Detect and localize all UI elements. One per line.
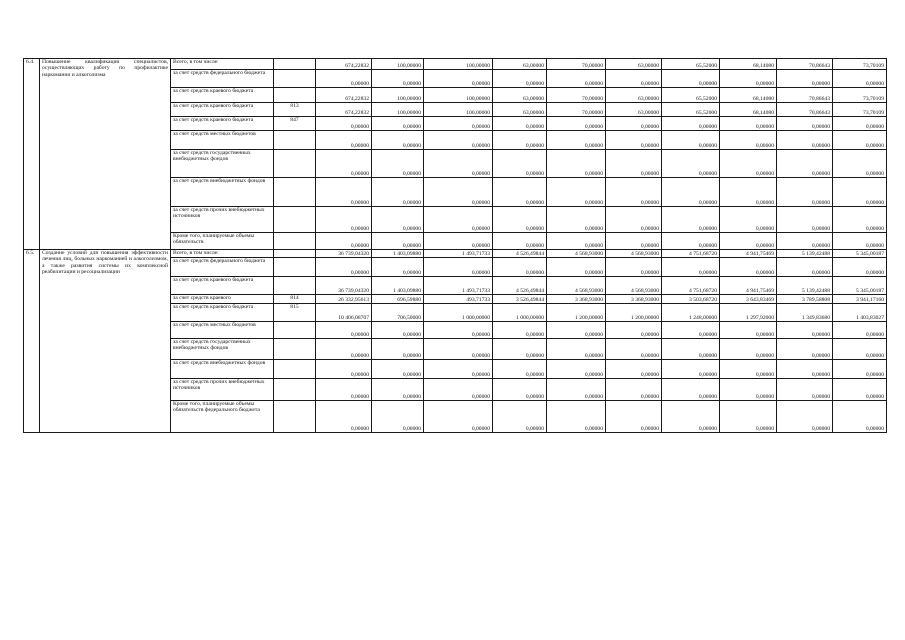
- amount-cell: 0,00000: [547, 233, 606, 250]
- budget-code: [274, 322, 316, 339]
- amount-cell: 0,00000: [372, 131, 424, 150]
- amount-cell: 0,00000: [424, 207, 493, 233]
- amount-cell: 0,00000: [316, 322, 372, 339]
- amount-cell: 0,00000: [720, 117, 777, 131]
- amount-cell: 0,00000: [493, 379, 547, 401]
- amount-cell: 0,00000: [372, 339, 424, 360]
- amount-cell: 3 368,93000: [547, 295, 606, 304]
- amount-cell: 706,50000: [372, 304, 424, 322]
- amount-cell: 0,00000: [547, 258, 606, 277]
- amount-cell: 0,00000: [372, 360, 424, 379]
- amount-cell: 4 568,93000: [606, 250, 662, 258]
- amount-cell: 0,00000: [720, 339, 777, 360]
- amount-cell: 73,70109: [833, 59, 887, 70]
- funding-source: за счет средств краевого бюджета: [171, 88, 274, 103]
- amount-cell: 0,00000: [720, 178, 777, 207]
- amount-cell: 0,00000: [662, 233, 720, 250]
- amount-cell: 4 941,75469: [720, 277, 777, 295]
- amount-cell: 0,00000: [424, 322, 493, 339]
- amount-cell: 100,00000: [372, 59, 424, 70]
- budget-code: 815: [274, 304, 316, 322]
- amount-cell: 0,00000: [833, 258, 887, 277]
- amount-cell: 0,00000: [662, 339, 720, 360]
- amount-cell: 0,00000: [547, 401, 606, 433]
- funding-source: Всего, в том числе:: [171, 250, 274, 258]
- amount-cell: 100,00000: [424, 103, 493, 117]
- amount-cell: 0,00000: [606, 117, 662, 131]
- funding-source: Кроме того, планируемые объемы обязательств федерального бюджета: [171, 401, 274, 433]
- amount-cell: 0,00000: [777, 207, 833, 233]
- amount-cell: 63,00000: [493, 59, 547, 70]
- amount-cell: 1 200,00000: [547, 304, 606, 322]
- amount-cell: 0,00000: [493, 70, 547, 88]
- amount-cell: 70,00000: [547, 103, 606, 117]
- amount-cell: 4 568,93000: [547, 277, 606, 295]
- budget-code: [274, 379, 316, 401]
- budget-code: 814: [274, 295, 316, 304]
- amount-cell: 0,00000: [833, 207, 887, 233]
- amount-cell: 0,00000: [662, 401, 720, 433]
- amount-cell: 100,00000: [424, 59, 493, 70]
- funding-source: за счет средств краевого бюджета: [171, 277, 274, 295]
- amount-cell: 4 526,49844: [493, 277, 547, 295]
- amount-cell: 0,00000: [606, 150, 662, 178]
- amount-cell: 0,00000: [606, 339, 662, 360]
- amount-cell: 68,14080: [720, 88, 777, 103]
- amount-cell: 3 643,83469: [720, 295, 777, 304]
- item-number: 6.4.: [24, 59, 40, 250]
- budget-code: [274, 401, 316, 433]
- amount-cell: 4 751,68720: [662, 277, 720, 295]
- amount-cell: 0,00000: [833, 339, 887, 360]
- amount-cell: 0,00000: [833, 379, 887, 401]
- amount-cell: 0,00000: [547, 150, 606, 178]
- budget-code: [274, 258, 316, 277]
- amount-cell: 0,00000: [316, 70, 372, 88]
- amount-cell: 0,00000: [316, 379, 372, 401]
- budget-code: 847: [274, 117, 316, 131]
- amount-cell: 0,00000: [606, 207, 662, 233]
- amount-cell: 0,00000: [662, 379, 720, 401]
- financing-table-body: [24, 59, 887, 433]
- amount-cell: 0,00000: [316, 360, 372, 379]
- amount-cell: 0,00000: [372, 117, 424, 131]
- amount-cell: 0,00000: [424, 117, 493, 131]
- amount-cell: 0,00000: [662, 131, 720, 150]
- amount-cell: 0,00000: [777, 233, 833, 250]
- amount-cell: 4 568,93000: [606, 277, 662, 295]
- amount-cell: 0,00000: [720, 360, 777, 379]
- amount-cell: 4 526,49844: [493, 250, 547, 258]
- amount-cell: 70,00000: [547, 59, 606, 70]
- amount-cell: 0,00000: [777, 150, 833, 178]
- amount-cell: 0,00000: [606, 401, 662, 433]
- amount-cell: 0,00000: [720, 322, 777, 339]
- amount-cell: 1 493,71733: [424, 250, 493, 258]
- amount-cell: 5 139,42488: [777, 277, 833, 295]
- funding-source: за счет средств федерального бюджета: [171, 258, 274, 277]
- amount-cell: 0,00000: [424, 131, 493, 150]
- amount-cell: 63,00000: [493, 103, 547, 117]
- amount-cell: 1 403,09880: [372, 277, 424, 295]
- amount-cell: 0,00000: [424, 233, 493, 250]
- amount-cell: 0,00000: [493, 258, 547, 277]
- amount-cell: 0,00000: [720, 207, 777, 233]
- funding-source: Всего, в том числе:: [171, 59, 274, 70]
- funding-source: за счет средств краевого: [171, 295, 274, 304]
- amount-cell: 0,00000: [833, 322, 887, 339]
- amount-cell: 0,00000: [777, 178, 833, 207]
- item-name: Повышение квалификации специалистов, осуществляющих работу по профилактике наркомании и алкоголизма: [40, 59, 171, 250]
- funding-source: за счет средств государственных внебюджетных фондов: [171, 150, 274, 178]
- funding-source: за счет средств прочих внебюджетных источников: [171, 379, 274, 401]
- amount-cell: 0,00000: [493, 131, 547, 150]
- amount-cell: 0,00000: [547, 360, 606, 379]
- amount-cell: 0,00000: [316, 178, 372, 207]
- amount-cell: 0,00000: [493, 117, 547, 131]
- amount-cell: 0,00000: [606, 70, 662, 88]
- amount-cell: 0,00000: [493, 150, 547, 178]
- amount-cell: 0,00000: [720, 150, 777, 178]
- amount-cell: 0,00000: [547, 131, 606, 150]
- amount-cell: 0,00000: [424, 258, 493, 277]
- funding-source: за счет средств прочих внебюджетных источников: [171, 207, 274, 233]
- amount-cell: 0,00000: [662, 70, 720, 88]
- amount-cell: 73,70109: [833, 88, 887, 103]
- amount-cell: 1 248,00000: [662, 304, 720, 322]
- amount-cell: 4 941,75469: [720, 250, 777, 258]
- budget-code: [274, 150, 316, 178]
- amount-cell: 0,00000: [662, 117, 720, 131]
- amount-cell: 5 345,00187: [833, 277, 887, 295]
- budget-code: [274, 360, 316, 379]
- amount-cell: 100,00000: [372, 103, 424, 117]
- funding-source: за счет средств краевого бюджета: [171, 117, 274, 131]
- table-row: [24, 59, 887, 70]
- amount-cell: 0,00000: [777, 258, 833, 277]
- amount-cell: 0,00000: [720, 258, 777, 277]
- amount-cell: 493,71733: [424, 295, 493, 304]
- amount-cell: 3 526,49844: [493, 295, 547, 304]
- amount-cell: 674,22832: [316, 88, 372, 103]
- amount-cell: 4 568,93000: [547, 250, 606, 258]
- amount-cell: 63,00000: [606, 59, 662, 70]
- amount-cell: 3 789,58808: [777, 295, 833, 304]
- amount-cell: 0,00000: [662, 178, 720, 207]
- amount-cell: 1 403,83027: [833, 304, 887, 322]
- amount-cell: 63,00000: [606, 103, 662, 117]
- amount-cell: 0,00000: [316, 401, 372, 433]
- funding-source: за счет средств государственных внебюджетных фондов: [171, 339, 274, 360]
- funding-source: за счет средств краевого бюджета: [171, 304, 274, 322]
- amount-cell: 696,59880: [372, 295, 424, 304]
- amount-cell: 0,00000: [720, 379, 777, 401]
- amount-cell: 3 503,68720: [662, 295, 720, 304]
- amount-cell: 0,00000: [424, 178, 493, 207]
- funding-source: за счет средств внебюджетных фондов: [171, 360, 274, 379]
- budget-code: [274, 59, 316, 70]
- amount-cell: 0,00000: [316, 150, 372, 178]
- funding-source: за счет средств местных бюджетов: [171, 322, 274, 339]
- amount-cell: 0,00000: [547, 117, 606, 131]
- amount-cell: 0,00000: [424, 401, 493, 433]
- amount-cell: 0,00000: [606, 379, 662, 401]
- amount-cell: 0,00000: [833, 401, 887, 433]
- funding-source: за счет средств внебюджетных фондов: [171, 178, 274, 207]
- table-row: [24, 250, 887, 258]
- amount-cell: 0,00000: [606, 360, 662, 379]
- amount-cell: 3 941,17160: [833, 295, 887, 304]
- amount-cell: 0,00000: [777, 322, 833, 339]
- amount-cell: 0,00000: [316, 131, 372, 150]
- amount-cell: 100,00000: [372, 88, 424, 103]
- item-number: 6.5.: [24, 250, 40, 433]
- amount-cell: 0,00000: [833, 131, 887, 150]
- amount-cell: 0,00000: [833, 150, 887, 178]
- amount-cell: 70,86643: [777, 88, 833, 103]
- amount-cell: 674,22832: [316, 59, 372, 70]
- financing-table: [23, 58, 887, 433]
- amount-cell: 1 403,09880: [372, 250, 424, 258]
- amount-cell: 1 349,83680: [777, 304, 833, 322]
- amount-cell: 0,00000: [493, 339, 547, 360]
- amount-cell: 63,00000: [493, 88, 547, 103]
- amount-cell: 5 345,00187: [833, 250, 887, 258]
- amount-cell: 0,00000: [547, 178, 606, 207]
- amount-cell: 70,86643: [777, 103, 833, 117]
- amount-cell: 674,22832: [316, 103, 372, 117]
- amount-cell: 0,00000: [424, 150, 493, 178]
- amount-cell: 1 000,00000: [493, 304, 547, 322]
- amount-cell: 0,00000: [493, 360, 547, 379]
- amount-cell: 0,00000: [777, 131, 833, 150]
- budget-code: [274, 88, 316, 103]
- budget-code: [274, 70, 316, 88]
- amount-cell: 0,00000: [662, 150, 720, 178]
- amount-cell: 36 739,04320: [316, 277, 372, 295]
- amount-cell: 0,00000: [316, 258, 372, 277]
- funding-source: за счет средств местных бюджетов: [171, 131, 274, 150]
- budget-code: [274, 207, 316, 233]
- amount-cell: 0,00000: [720, 233, 777, 250]
- amount-cell: 0,00000: [424, 360, 493, 379]
- amount-cell: 0,00000: [777, 339, 833, 360]
- amount-cell: 0,00000: [547, 339, 606, 360]
- amount-cell: 0,00000: [720, 131, 777, 150]
- amount-cell: 26 332,95613: [316, 295, 372, 304]
- amount-cell: 4 751,68720: [662, 250, 720, 258]
- amount-cell: 0,00000: [777, 379, 833, 401]
- amount-cell: 0,00000: [493, 401, 547, 433]
- amount-cell: 0,00000: [372, 150, 424, 178]
- budget-code: [274, 178, 316, 207]
- amount-cell: 0,00000: [833, 70, 887, 88]
- amount-cell: 0,00000: [424, 339, 493, 360]
- amount-cell: 68,14080: [720, 103, 777, 117]
- amount-cell: 68,14080: [720, 59, 777, 70]
- amount-cell: 65,52000: [662, 103, 720, 117]
- amount-cell: 100,00000: [424, 88, 493, 103]
- budget-code: [274, 277, 316, 295]
- amount-cell: 1 000,00000: [424, 304, 493, 322]
- amount-cell: 0,00000: [493, 207, 547, 233]
- amount-cell: 0,00000: [372, 322, 424, 339]
- amount-cell: 0,00000: [372, 207, 424, 233]
- amount-cell: 63,00000: [606, 88, 662, 103]
- amount-cell: 0,00000: [606, 178, 662, 207]
- amount-cell: 65,52000: [662, 59, 720, 70]
- amount-cell: 0,00000: [777, 360, 833, 379]
- amount-cell: 1 493,71733: [424, 277, 493, 295]
- amount-cell: 0,00000: [316, 207, 372, 233]
- amount-cell: 0,00000: [833, 117, 887, 131]
- amount-cell: 36 739,04320: [316, 250, 372, 258]
- amount-cell: 0,00000: [372, 233, 424, 250]
- amount-cell: 0,00000: [606, 131, 662, 150]
- amount-cell: 0,00000: [547, 322, 606, 339]
- amount-cell: 0,00000: [547, 379, 606, 401]
- amount-cell: 0,00000: [606, 322, 662, 339]
- amount-cell: 0,00000: [547, 70, 606, 88]
- amount-cell: 0,00000: [372, 70, 424, 88]
- amount-cell: 0,00000: [662, 322, 720, 339]
- amount-cell: 0,00000: [777, 70, 833, 88]
- budget-code: 813: [274, 103, 316, 117]
- amount-cell: 65,52000: [662, 88, 720, 103]
- budget-code: [274, 250, 316, 258]
- amount-cell: 0,00000: [424, 70, 493, 88]
- amount-cell: 0,00000: [547, 207, 606, 233]
- amount-cell: 0,00000: [606, 233, 662, 250]
- amount-cell: 5 139,42488: [777, 250, 833, 258]
- amount-cell: 73,70109: [833, 103, 887, 117]
- funding-source: за счет средств федерального бюджета: [171, 70, 274, 88]
- amount-cell: 0,00000: [316, 117, 372, 131]
- amount-cell: 0,00000: [493, 322, 547, 339]
- amount-cell: 0,00000: [777, 401, 833, 433]
- amount-cell: 0,00000: [372, 178, 424, 207]
- amount-cell: 0,00000: [662, 360, 720, 379]
- amount-cell: 0,00000: [662, 207, 720, 233]
- amount-cell: 0,00000: [372, 379, 424, 401]
- funding-source: Кроме того, планируемые объемы обязательств: [171, 233, 274, 250]
- amount-cell: 0,00000: [720, 70, 777, 88]
- amount-cell: 0,00000: [372, 258, 424, 277]
- amount-cell: 0,00000: [777, 117, 833, 131]
- amount-cell: 0,00000: [720, 401, 777, 433]
- amount-cell: 10 406,08707: [316, 304, 372, 322]
- amount-cell: 3 368,93000: [606, 295, 662, 304]
- amount-cell: 1 297,92000: [720, 304, 777, 322]
- amount-cell: 0,00000: [493, 233, 547, 250]
- budget-code: [274, 339, 316, 360]
- amount-cell: 0,00000: [833, 360, 887, 379]
- amount-cell: 0,00000: [372, 401, 424, 433]
- amount-cell: 70,00000: [547, 88, 606, 103]
- amount-cell: 0,00000: [493, 178, 547, 207]
- amount-cell: 0,00000: [833, 178, 887, 207]
- amount-cell: 0,00000: [424, 379, 493, 401]
- amount-cell: 0,00000: [316, 233, 372, 250]
- item-name: Создание условий для повышения эффективности лечения лиц, больных наркоманией и алкоголизмом, а также развития системы их комплексной реабилитации и ресоциализации: [40, 250, 171, 433]
- amount-cell: 0,00000: [316, 339, 372, 360]
- amount-cell: 0,00000: [662, 258, 720, 277]
- budget-code: [274, 131, 316, 150]
- amount-cell: 70,86643: [777, 59, 833, 70]
- funding-source: за счет средств краевого бюджета: [171, 103, 274, 117]
- budget-code: [274, 233, 316, 250]
- amount-cell: 0,00000: [606, 258, 662, 277]
- amount-cell: 0,00000: [833, 233, 887, 250]
- amount-cell: 1 200,00000: [606, 304, 662, 322]
